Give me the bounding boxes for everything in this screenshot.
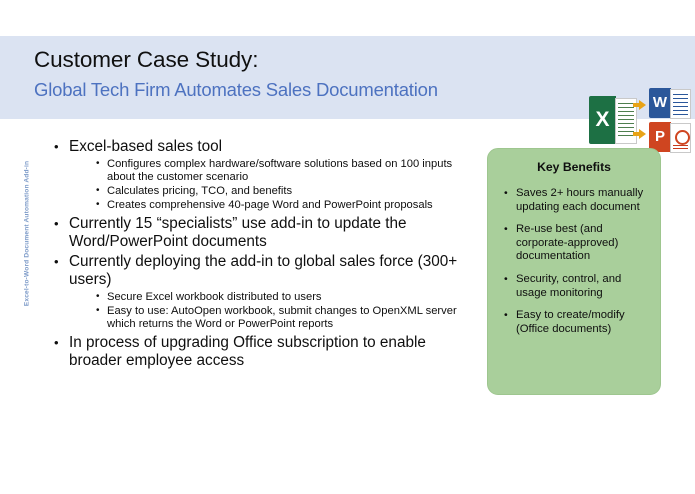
word-icon-document	[670, 89, 691, 119]
bullet-list-level2	[69, 291, 462, 332]
bullet-list-level2	[69, 158, 462, 213]
arrow-right-icon-word	[639, 100, 646, 110]
bullet-text: • In process of upgrading Office subscription to enable broader employee access	[69, 333, 426, 370]
powerpoint-icon	[649, 122, 689, 152]
key-benefits-list	[488, 187, 660, 336]
sub-bullet-item: • Secure Excel workbook distributed to users	[95, 291, 462, 304]
slide-content-body	[52, 138, 462, 372]
word-icon	[649, 88, 689, 118]
sub-bullet-item: • Configures complex hardware/software solutions based on 100 inputs about the customer scenario	[95, 158, 462, 185]
page-subtitle: Global Tech Firm Automates Sales Documentation	[34, 79, 438, 100]
office-apps-flow-diagram	[589, 88, 689, 152]
powerpoint-icon-document	[670, 123, 691, 153]
title-block	[34, 46, 574, 103]
key-benefit-item: • Re-use best (and corporate-approved) documentation	[504, 223, 650, 264]
sub-bullet-item: • Calculates pricing, TCO, and benefits	[95, 185, 462, 198]
sidebar-vertical-label: Excel-to-Word Document Automation Add-in	[23, 160, 31, 307]
bullet-text: • Currently 15 “specialists” use add-in to update the Word/PowerPoint documents	[69, 214, 407, 251]
key-benefit-item: • Saves 2+ hours manually updating each document	[504, 187, 650, 214]
slide-header-band	[0, 36, 695, 145]
arrow-right-icon-powerpoint	[639, 129, 646, 139]
excel-icon	[589, 96, 635, 144]
bullet-item	[52, 215, 462, 252]
bullet-item	[52, 334, 462, 371]
key-benefit-item: • Easy to create/modify (Office documents)	[504, 309, 650, 336]
bullet-text: • Excel-based sales tool	[69, 138, 223, 155]
word-icon-letter: W	[652, 94, 668, 111]
sub-bullet-item: • Creates comprehensive 40-page Word and PowerPoint proposals	[95, 199, 462, 212]
bullet-item	[52, 138, 462, 213]
key-benefits-title: Key Benefits	[537, 160, 611, 174]
powerpoint-icon-letter: P	[654, 128, 665, 145]
key-benefits-panel	[487, 148, 661, 395]
bullet-text: • Currently deploying the add-in to global sales force (300+ users)	[69, 252, 458, 289]
sub-bullet-item: • Easy to use: AutoOpen workbook, submit changes to OpenXML server which returns the Word or PowerPoint reports	[95, 305, 462, 332]
bullet-item	[52, 253, 462, 332]
excel-icon-letter: X	[595, 108, 610, 131]
page-title: Customer Case Study:	[34, 47, 259, 72]
key-benefit-item: • Security, control, and usage monitoring	[504, 273, 650, 300]
pie-chart-icon	[675, 130, 690, 145]
bullet-list-level1	[52, 138, 462, 371]
